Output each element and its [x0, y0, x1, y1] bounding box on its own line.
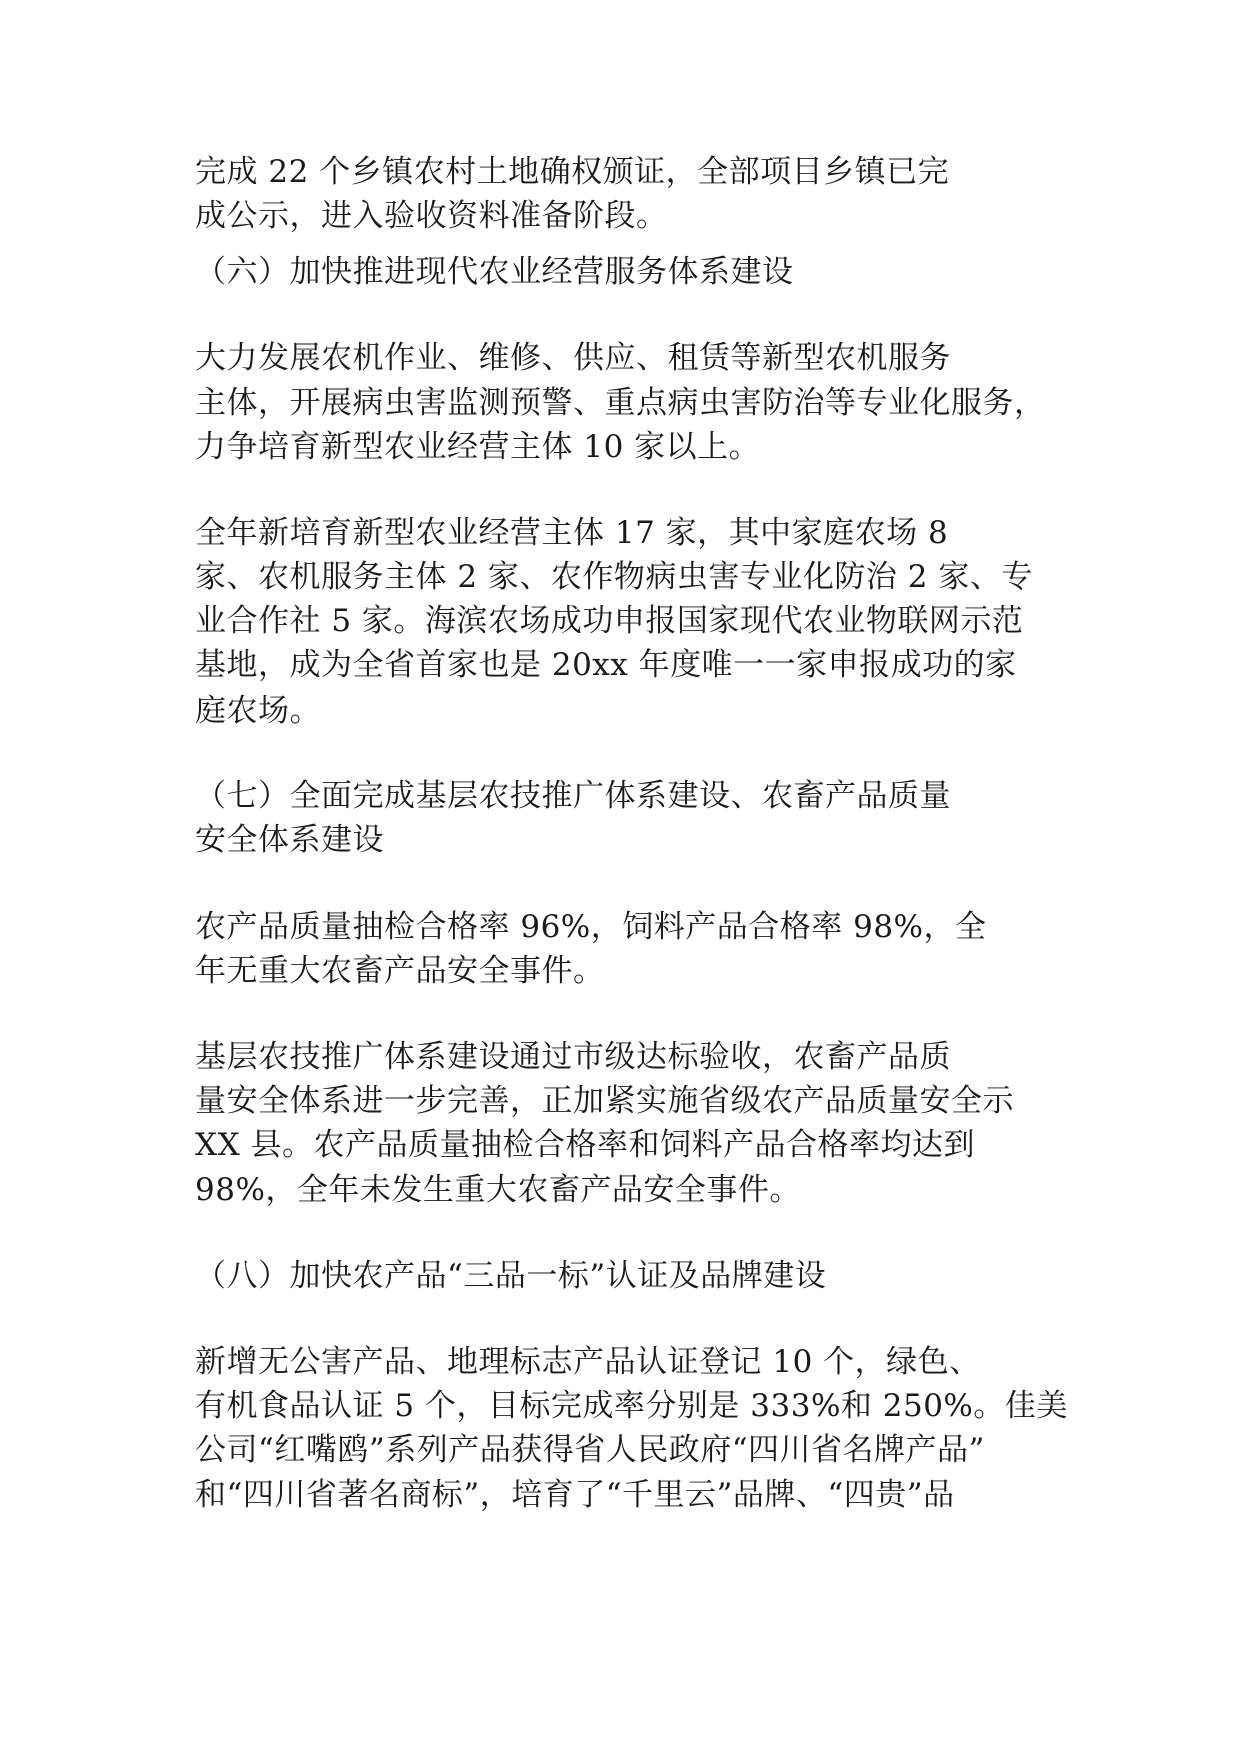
text-line: 和“四川省著名商标”，培育了“千里云”品牌、“四贵”品 — [195, 1477, 955, 1513]
text-line: 家、农机服务主体 2 家、农作物病虫害专业化防治 2 家、专 — [195, 559, 1033, 595]
text-line: 力争培育新型农业经营主体 10 家以上。 — [195, 429, 761, 465]
text-line: 完成 22 个乡镇农村土地确权颁证，全部项目乡镇已完 — [195, 154, 950, 190]
text-line: 新增无公害产品、地理标志产品认证登记 10 个，绿色、 — [195, 1344, 981, 1380]
text-line: 基层农技推广体系建设通过市级达标验收，农畜产品质 — [195, 1039, 951, 1075]
text-line: 全年新培育新型农业经营主体 17 家，其中家庭农场 8 — [195, 515, 949, 551]
text-line: 庭农场。 — [195, 693, 321, 729]
text-line: 有机食品认证 5 个，目标完成率分别是 333%和 250%。佳美 — [195, 1388, 1068, 1424]
text-line: 基地，成为全省首家也是 20xx 年度唯一一家申报成功的家 — [195, 647, 1017, 683]
text-line: 年无重大农畜产品安全事件。 — [195, 953, 605, 989]
section-heading: 安全体系建设 — [195, 822, 384, 858]
text-line: 主体，开展病虫害监测预警、重点病虫害防治等专业化服务， — [195, 385, 1046, 421]
section-heading: （六）加快推进现代农业经营服务体系建设 — [195, 254, 794, 290]
text-line: 农产品质量抽检合格率 96%，饲料产品合格率 98%，全 — [195, 909, 987, 945]
text-line: 量安全体系进一步完善，正加紧实施省级农产品质量安全示 — [195, 1083, 1014, 1119]
text-line: 成公示，进入验收资料准备阶段。 — [195, 198, 668, 234]
section-heading: （七）全面完成基层农技推广体系建设、农畜产品质量 — [195, 778, 951, 814]
text-line: 公司“红嘴鸥”系列产品获得省人民政府“四川省名牌产品” — [195, 1432, 985, 1468]
text-line: 98%，全年未发生重大农畜产品安全事件。 — [195, 1172, 801, 1208]
section-heading: （八）加快农产品“三品一标”认证及品牌建设 — [195, 1258, 827, 1294]
text-line: XX 县。农产品质量抽检合格率和饲料产品合格率均达到 — [195, 1127, 975, 1163]
text-line: 业合作社 5 家。海滨农场成功申报国家现代农业物联网示范 — [195, 603, 1024, 639]
text-line: 大力发展农机作业、维修、供应、租赁等新型农机服务 — [195, 340, 951, 376]
